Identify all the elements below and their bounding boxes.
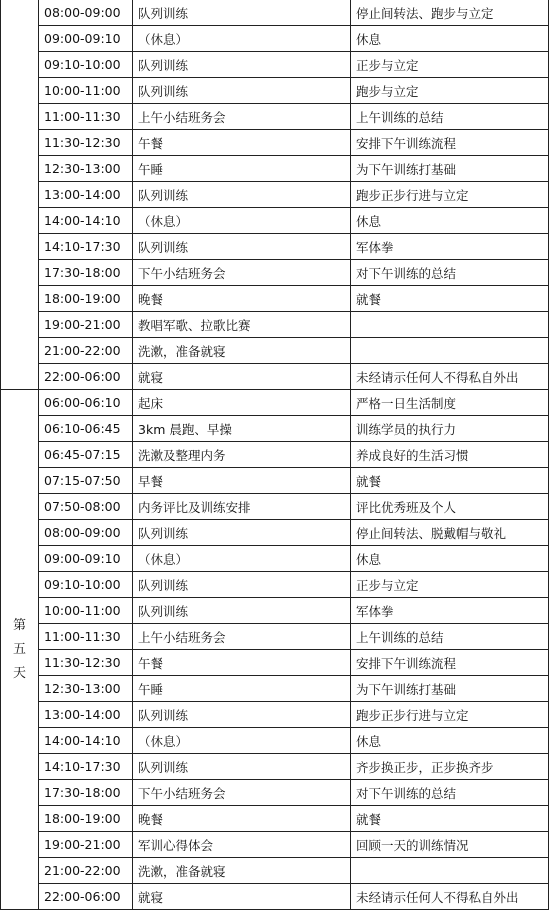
schedule-row: [1, 312, 549, 338]
schedule-row: [1, 572, 549, 598]
schedule-row: [1, 806, 549, 832]
schedule-row: [1, 468, 549, 494]
time-cell: 12:30-13:00: [39, 676, 133, 702]
activity-cell: 队列训练: [133, 572, 351, 598]
activity-cell: 队列训练: [133, 0, 351, 26]
time-cell: 06:45-07:15: [39, 442, 133, 468]
time-cell: 11:00-11:30: [39, 104, 133, 130]
activity-cell: 上午小结班务会: [133, 104, 351, 130]
schedule-row: [1, 676, 549, 702]
activity-cell: 队列训练: [133, 182, 351, 208]
activity-cell: 下午小结班务会: [133, 260, 351, 286]
content-cell: 安排下午训练流程: [351, 650, 549, 676]
content-cell: 上午训练的总结: [351, 104, 549, 130]
schedule-row: [1, 0, 549, 26]
activity-cell: （休息）: [133, 208, 351, 234]
schedule-body: [1, 0, 549, 910]
activity-cell: 队列训练: [133, 52, 351, 78]
content-cell: [351, 312, 549, 338]
time-cell: 19:00-21:00: [39, 312, 133, 338]
day-cell: [1, 0, 39, 390]
activity-cell: 队列训练: [133, 78, 351, 104]
activity-cell: 下午小结班务会: [133, 780, 351, 806]
activity-cell: 洗漱及整理内务: [133, 442, 351, 468]
content-cell: 正步与立定: [351, 572, 549, 598]
time-cell: 10:00-11:00: [39, 598, 133, 624]
time-cell: 08:00-09:00: [39, 0, 133, 26]
schedule-row: [1, 234, 549, 260]
content-cell: 休息: [351, 546, 549, 572]
activity-cell: 就寝: [133, 884, 351, 910]
time-cell: 14:10-17:30: [39, 234, 133, 260]
time-cell: 11:30-12:30: [39, 130, 133, 156]
time-cell: 14:00-14:10: [39, 728, 133, 754]
content-cell: 回顾一天的训练情况: [351, 832, 549, 858]
time-cell: 14:10-17:30: [39, 754, 133, 780]
activity-cell: 3km 晨跑、早操: [133, 416, 351, 442]
time-cell: 14:00-14:10: [39, 208, 133, 234]
activity-cell: 晚餐: [133, 806, 351, 832]
time-cell: 22:00-06:00: [39, 884, 133, 910]
content-cell: 评比优秀班及个人: [351, 494, 549, 520]
day-label: 第五天: [12, 617, 26, 681]
schedule-row: [1, 702, 549, 728]
activity-cell: 教唱军歌、拉歌比赛: [133, 312, 351, 338]
day-cell: [1, 390, 39, 910]
content-cell: [351, 858, 549, 884]
schedule-row: [1, 338, 549, 364]
activity-cell: （休息）: [133, 26, 351, 52]
schedule-row: [1, 520, 549, 546]
activity-cell: 队列训练: [133, 702, 351, 728]
time-cell: 09:10-10:00: [39, 572, 133, 598]
schedule-row: [1, 26, 549, 52]
content-cell: 就餐: [351, 286, 549, 312]
time-cell: 07:15-07:50: [39, 468, 133, 494]
activity-cell: 午餐: [133, 130, 351, 156]
content-cell: 军体拳: [351, 598, 549, 624]
schedule-row: [1, 286, 549, 312]
schedule-row: [1, 52, 549, 78]
schedule-row: [1, 728, 549, 754]
schedule-row: [1, 78, 549, 104]
content-cell: 为下午训练打基础: [351, 676, 549, 702]
content-cell: 军体拳: [351, 234, 549, 260]
schedule-row: [1, 780, 549, 806]
content-cell: 正步与立定: [351, 52, 549, 78]
content-cell: 跑步正步行进与立定: [351, 182, 549, 208]
time-cell: 21:00-22:00: [39, 338, 133, 364]
content-cell: 休息: [351, 208, 549, 234]
time-cell: 13:00-14:00: [39, 702, 133, 728]
activity-cell: 队列训练: [133, 598, 351, 624]
activity-cell: （休息）: [133, 728, 351, 754]
schedule-row: [1, 884, 549, 910]
activity-cell: 军训心得体会: [133, 832, 351, 858]
schedule-row: [1, 494, 549, 520]
content-cell: 对下午训练的总结: [351, 260, 549, 286]
schedule-row: [1, 754, 549, 780]
time-cell: 06:00-06:10: [39, 390, 133, 416]
activity-cell: 午睡: [133, 676, 351, 702]
schedule-row: [1, 858, 549, 884]
schedule-row: [1, 624, 549, 650]
content-cell: 养成良好的生活习惯: [351, 442, 549, 468]
content-cell: 安排下午训练流程: [351, 130, 549, 156]
time-cell: 09:00-09:10: [39, 546, 133, 572]
schedule-row: [1, 104, 549, 130]
activity-cell: 队列训练: [133, 754, 351, 780]
time-cell: 12:30-13:00: [39, 156, 133, 182]
time-cell: 08:00-09:00: [39, 520, 133, 546]
activity-cell: 内务评比及训练安排: [133, 494, 351, 520]
schedule-row: [1, 832, 549, 858]
activity-cell: （休息）: [133, 546, 351, 572]
time-cell: 13:00-14:00: [39, 182, 133, 208]
time-cell: 06:10-06:45: [39, 416, 133, 442]
time-cell: 11:00-11:30: [39, 624, 133, 650]
time-cell: 19:00-21:00: [39, 832, 133, 858]
schedule-row: [1, 182, 549, 208]
time-cell: 07:50-08:00: [39, 494, 133, 520]
time-cell: 10:00-11:00: [39, 78, 133, 104]
schedule-row: [1, 416, 549, 442]
content-cell: 严格一日生活制度: [351, 390, 549, 416]
content-cell: 停止间转法、脱戴帽与敬礼: [351, 520, 549, 546]
schedule-row: [1, 598, 549, 624]
activity-cell: 起床: [133, 390, 351, 416]
time-cell: 11:30-12:30: [39, 650, 133, 676]
schedule-row: [1, 130, 549, 156]
activity-cell: 洗漱，准备就寝: [133, 858, 351, 884]
content-cell: 跑步正步行进与立定: [351, 702, 549, 728]
activity-cell: 洗漱，准备就寝: [133, 338, 351, 364]
content-cell: 未经请示任何人不得私自外出: [351, 884, 549, 910]
content-cell: 停止间转法、跑步与立定: [351, 0, 549, 26]
schedule-row: [1, 260, 549, 286]
activity-cell: 早餐: [133, 468, 351, 494]
activity-cell: 队列训练: [133, 520, 351, 546]
schedule-row: [1, 442, 549, 468]
content-cell: 上午训练的总结: [351, 624, 549, 650]
content-cell: [351, 338, 549, 364]
activity-cell: 晚餐: [133, 286, 351, 312]
content-cell: 就餐: [351, 806, 549, 832]
content-cell: 跑步与立定: [351, 78, 549, 104]
time-cell: 17:30-18:00: [39, 260, 133, 286]
content-cell: 训练学员的执行力: [351, 416, 549, 442]
content-cell: 未经请示任何人不得私自外出: [351, 364, 549, 390]
activity-cell: 午睡: [133, 156, 351, 182]
activity-cell: 就寝: [133, 364, 351, 390]
time-cell: 22:00-06:00: [39, 364, 133, 390]
schedule-row: [1, 156, 549, 182]
schedule-row: [1, 364, 549, 390]
schedule-row: [1, 650, 549, 676]
time-cell: 18:00-19:00: [39, 286, 133, 312]
activity-cell: 上午小结班务会: [133, 624, 351, 650]
content-cell: 为下午训练打基础: [351, 156, 549, 182]
activity-cell: 午餐: [133, 650, 351, 676]
time-cell: 09:10-10:00: [39, 52, 133, 78]
time-cell: 21:00-22:00: [39, 858, 133, 884]
time-cell: 18:00-19:00: [39, 806, 133, 832]
content-cell: 齐步换正步，正步换齐步: [351, 754, 549, 780]
content-cell: 休息: [351, 728, 549, 754]
time-cell: 17:30-18:00: [39, 780, 133, 806]
activity-cell: 队列训练: [133, 234, 351, 260]
schedule-row: [1, 546, 549, 572]
content-cell: 就餐: [351, 468, 549, 494]
content-cell: 休息: [351, 26, 549, 52]
schedule-row: [1, 390, 549, 416]
content-cell: 对下午训练的总结: [351, 780, 549, 806]
schedule-row: [1, 208, 549, 234]
time-cell: 09:00-09:10: [39, 26, 133, 52]
